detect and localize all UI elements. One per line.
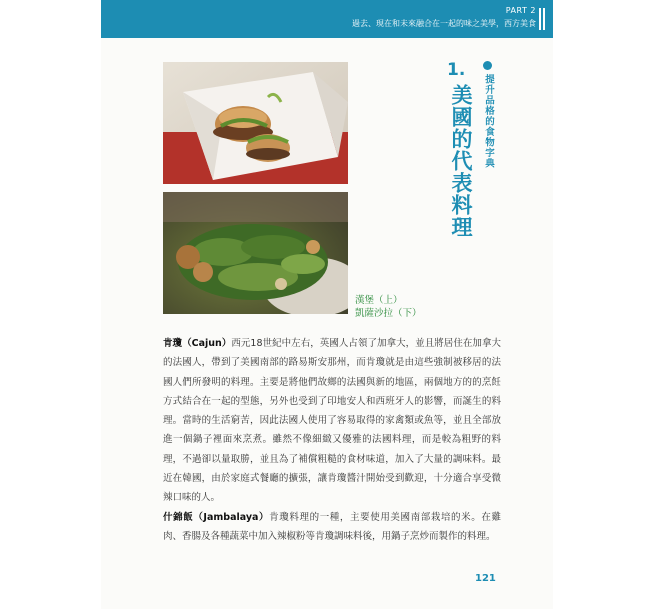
paragraph-cajun — [163, 334, 501, 508]
header-bars-decoration — [539, 8, 545, 30]
bullet-dot-icon — [483, 61, 492, 70]
paragraph-jambalaya-text: 肯瓊料理的一種，主要使用美國南部栽培的米。在雞肉、香腸及各種蔬菜中加入辣椒粉等肯瓊調味料後，用鍋子烹炒而製作的料理。 — [163, 511, 501, 542]
section-title: 美國的代表料理 — [449, 84, 473, 238]
body-text — [163, 334, 501, 546]
paragraph-jambalaya — [163, 508, 501, 547]
part-label: PART 2 — [505, 6, 536, 15]
term-jambalaya: 什錦飯（Jambalaya） — [163, 511, 270, 523]
photo-caption-top: 漢堡（上） — [355, 295, 403, 306]
series-label: 提升品格的食物字典 — [483, 74, 494, 169]
page-number: 121 — [475, 573, 496, 584]
term-cajun: 肯瓊（Cajun） — [163, 338, 232, 349]
paragraph-cajun-text: 西元18世紀中左右，英國人占領了加拿大，並且將居住在加拿大的法國人，帶到了美國南部的路易斯安那州，而肯瓊就是由這些強制被移居的法國人們所發明的料理。主要是將他們故鄉的法國與新的地區，兩個地方的的烹飪方式結合在一起的型態，另外也受到了印地安人和西班牙人的影響，而誕生的料理。當時的生活窮苦，因此法國人使用了容易取得的家禽類或魚等，並且全部放進一個鍋子裡面來烹煮。雖然不像細緻又優雅的法國料理，而是較為粗野的料理，不過卻以量取勝，並且為了補償粗糙的食材味道，加入了大量的調味料。最近在韓國，由於家庭式餐廳的擴張，讓肯瓊醬汁開始受到歡迎，十分適合享受微辣口味的人。 — [163, 338, 501, 504]
photo-caption-bottom: 凱薩沙拉（下） — [355, 308, 422, 319]
caesar-salad-photo — [163, 192, 348, 314]
chapter-subtitle: 過去、現在和未來融合在一起的味之美學，西方美食 — [352, 19, 536, 28]
hamburger-photo — [163, 62, 348, 184]
section-number: 1. — [447, 60, 466, 80]
